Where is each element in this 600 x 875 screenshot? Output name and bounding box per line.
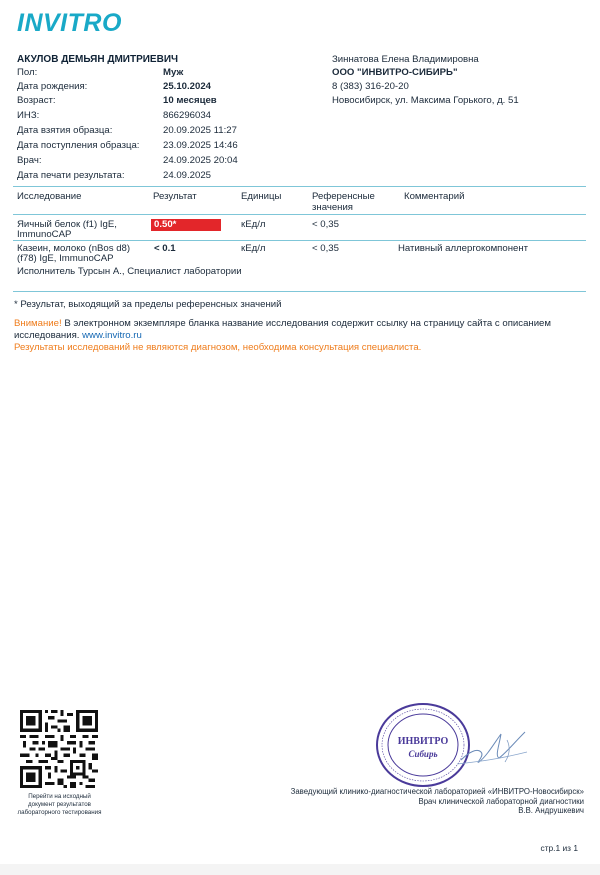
row2-units: кЕд/л (241, 243, 266, 254)
sample-received-row (17, 140, 317, 154)
patient-name: АКУЛОВ ДЕМЬЯН ДМИТРИЕВИЧ (17, 54, 179, 65)
signer-name: В.В. Андрушкевич (518, 806, 584, 815)
row1-test-line1[interactable]: Яичный белок (f1) IgE, (17, 219, 117, 230)
qr-code[interactable] (20, 710, 98, 788)
header-ref-line2: значения (312, 202, 354, 213)
header-result: Результат (153, 191, 197, 202)
header-units: Единицы (241, 191, 282, 202)
field-value: 866296034 (163, 110, 212, 121)
row2-test-line2: (f78) IgE, ImmunoCAP (17, 253, 114, 264)
row2-comment: Нативный аллергокомпонент (398, 243, 529, 254)
field-label: Дата рождения: (17, 81, 88, 92)
qr-caption-line: лабораторного тестирования (17, 808, 102, 816)
stamp-text-2: Сибирь (408, 749, 438, 759)
sample-taken-row (17, 125, 317, 139)
signer-position-2: Врач клинической лабораторной диагностики (418, 797, 584, 806)
field-value: 23.09.2025 14:46 (163, 140, 238, 151)
header-ref-line1: Референсные (312, 191, 375, 202)
qr-caption (12, 793, 107, 816)
header-comment: Комментарий (404, 191, 465, 202)
attention-line2 (14, 330, 142, 342)
field-value: 20.09.2025 11:27 (163, 125, 237, 136)
lab-phone: 8 (383) 316-20-20 (332, 81, 409, 92)
attention-text-2: исследования. (14, 330, 83, 341)
field-label: Пол: (17, 67, 38, 78)
row1-units: кЕд/л (241, 219, 266, 230)
row2-ref: < 0,35 (312, 243, 339, 254)
patient-age-row (17, 95, 317, 109)
field-label: ИНЗ: (17, 110, 40, 121)
field-label: Дата взятия образца: (17, 125, 113, 136)
page-number: стр.1 из 1 (540, 843, 578, 853)
patient-sex-row (17, 67, 317, 81)
field-label: Возраст: (17, 95, 56, 106)
field-value: 24.09.2025 (163, 170, 212, 181)
print-date-row (17, 170, 317, 184)
row2-result: < 0.1 (154, 243, 176, 254)
row1-ref: < 0,35 (312, 219, 339, 230)
field-value: 25.10.2024 (163, 81, 212, 92)
header-divider (13, 214, 586, 215)
bottom-bar (0, 864, 600, 875)
disclaimer: Результаты исследований не являются диагнозом, необходима консультация специалиста. (14, 342, 422, 353)
lab-person: Зиннатова Елена Владимировна (332, 54, 479, 65)
invitro-logo: INVITRO (17, 9, 122, 37)
attention-text: В электронном экземпляре бланка название исследования содержит ссылку на страницу сайта с описанием (61, 318, 551, 329)
signature (455, 722, 535, 772)
lab-org-name: ООО "ИНВИТРО-СИБИРЬ" (332, 67, 458, 78)
field-value: Муж (163, 67, 184, 78)
row2-test-line1[interactable]: Казеин, молоко (nBos d8) (17, 243, 131, 254)
field-label: Дата печати результата: (17, 170, 125, 181)
field-label: Врач: (17, 155, 42, 166)
patient-birthdate-row (17, 81, 317, 95)
field-value: 24.09.2025 20:04 (163, 155, 238, 166)
attention-line1 (14, 318, 551, 330)
row1-divider (13, 240, 586, 241)
header-test: Исследование (17, 191, 82, 202)
attention-word: Внимание! (14, 318, 62, 329)
stamp-text-1: ИНВИТРО (397, 736, 449, 747)
table-top-divider (13, 186, 586, 187)
row1-result-flagged: 0.50* (151, 219, 221, 231)
patient-inz-row (17, 110, 317, 124)
performer: Исполнитель Турсын А., Специалист лаборатории (17, 266, 242, 277)
lab-address: Новосибирск, ул. Максима Горького, д. 51 (332, 95, 519, 106)
doctor-row (17, 155, 317, 169)
asterisk-note: * Результат, выходящий за пределы референсных значений (14, 299, 282, 310)
qr-caption-line: Перейти на исходный (28, 793, 91, 800)
invitro-site-link[interactable]: www.invitro.ru (82, 330, 142, 341)
signer-position-1: Заведующий клинико-диагностической лабораторией «ИНВИТРО-Новосибирск» (290, 787, 584, 796)
field-label: Дата поступления образца: (17, 140, 140, 151)
field-value: 10 месяцев (163, 95, 217, 106)
row1-test-line2: ImmunoCAP (17, 229, 72, 240)
table-bottom-divider (13, 291, 586, 292)
qr-caption-line: документ результатов (28, 800, 91, 808)
